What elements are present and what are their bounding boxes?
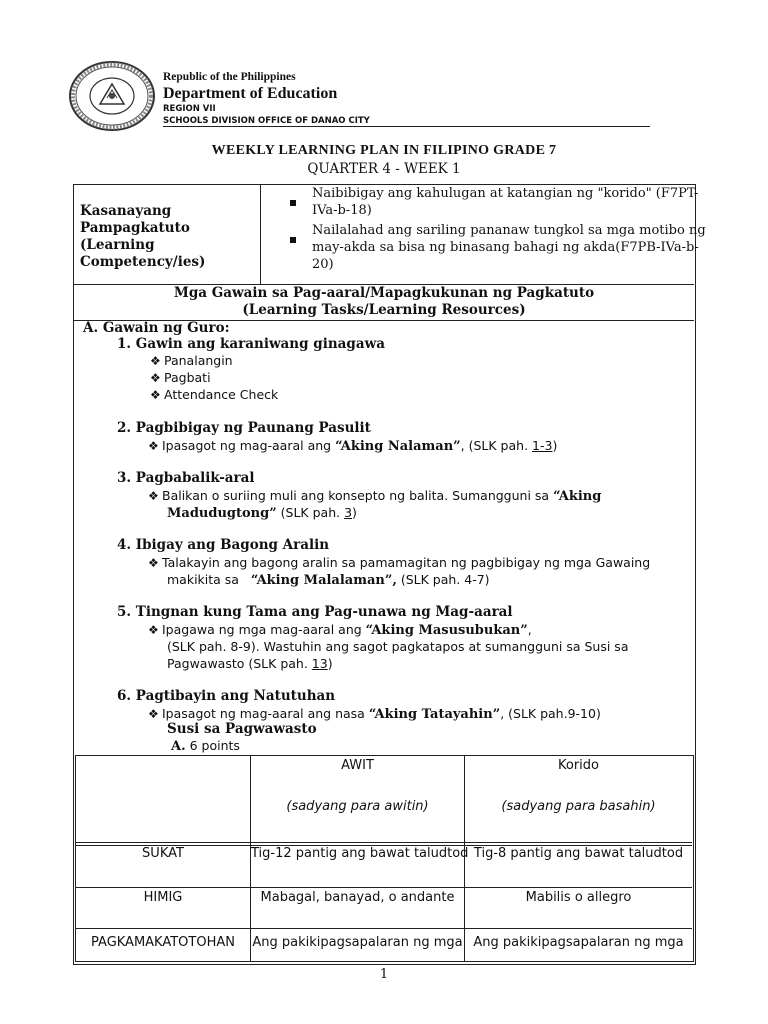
table-header-awit-sub: (sadyang para awitin)	[286, 799, 429, 814]
table-cell: Ang pakikipagsapalaran ng mga	[252, 935, 463, 950]
diamond-bullet-icon: ❖	[148, 707, 159, 721]
section-title: Mga Gawain sa Pag-aaral/Mapagkukunan ng Pagkatuto (Learning Tasks/Learning Resources)	[173, 285, 595, 318]
answer-key-part-a: A. 6 points	[171, 738, 240, 754]
step-1-title: 1. Gawin ang karaniwang ginagawa	[117, 336, 385, 352]
diamond-bullet-icon: ❖	[148, 623, 159, 637]
step-3-title: 3. Pagbabalik-aral	[117, 470, 255, 486]
competency-divider	[260, 185, 261, 284]
competency-item: Nailalahad ang sariling pananaw tungkol sa mga motibo ng may-akda sa bisa ng binasang bahagi ng akda(F7PB-IVa-b- 20)	[312, 223, 706, 272]
table-header-korido-sub: (sadyang para basahin)	[501, 799, 656, 814]
step-5-title: 5. Tingnan kung Tama ang Pag-unawa ng Mag-aaral	[117, 604, 513, 620]
table-cell: Tig-12 pantig ang bawat taludtod	[251, 846, 469, 861]
bullet-icon	[290, 228, 296, 247]
diamond-bullet-icon: ❖	[148, 439, 159, 453]
deped-seal-logo	[67, 60, 157, 132]
table-row-divider	[76, 928, 692, 929]
bullet-icon	[290, 191, 296, 210]
step-6-instruction: ❖ Ipasagot ng mag-aaral ang nasa “Aking Tatayahin”, (SLK pah.9-10)	[148, 706, 601, 722]
diamond-bullet-icon: ❖	[150, 388, 161, 402]
table-cell: Tig-8 pantig ang bawat taludtod	[473, 846, 684, 861]
step-3-instruction-cont: Madudugtong” (SLK pah. 3)	[167, 505, 357, 521]
step-4-title: 4. Ibigay ang Bagong Aralin	[117, 537, 330, 553]
table-header-awit: AWIT	[341, 758, 374, 773]
table-cell: Ang pakikipagsapalaran ng mga	[473, 935, 684, 950]
table-row-divider	[76, 842, 692, 843]
table-row-divider	[76, 887, 692, 888]
competency-label: Kasanayang Pampagkatuto (Learning Competency/ies)	[80, 203, 206, 270]
header-divider	[163, 126, 650, 127]
answer-key-heading: Susi sa Pagwawasto	[167, 721, 317, 737]
step-5-instruction-cont: Pagwawasto (SLK pah. 13)	[167, 656, 333, 671]
step-6-title: 6. Pagtibayin ang Natutuhan	[117, 688, 336, 704]
document-subtitle: QUARTER 4 - WEEK 1	[307, 161, 461, 177]
diamond-bullet-icon: ❖	[148, 556, 159, 570]
document-title: WEEKLY LEARNING PLAN IN FILIPINO GRADE 7	[211, 143, 557, 158]
step-3-instruction: ❖ Balikan o suriing muli ang konsepto ng balita. Sumangguni sa “Aking	[148, 488, 602, 504]
diamond-bullet-icon: ❖	[148, 489, 159, 503]
region-text: REGION VII	[163, 104, 216, 114]
step-2-title: 2. Pagbibigay ng Paunang Pasulit	[117, 420, 371, 436]
page-number: 1	[379, 967, 389, 982]
list-item: ❖ Attendance Check	[150, 387, 279, 402]
table-row-label: PAGKAMAKATOTOHAN	[91, 935, 235, 950]
table-row-label: SUKAT	[142, 846, 184, 861]
list-item: ❖ Pagbati	[150, 370, 211, 385]
list-item: ❖ Panalangin	[150, 353, 233, 368]
step-5-instruction-cont: (SLK pah. 8-9). Wastuhin ang sagot pagkatapos at sumangguni sa Susi sa	[167, 639, 629, 654]
step-2-instruction: ❖ Ipasagot ng mag-aaral ang “Aking Nalaman”, (SLK pah. 1-3)	[148, 438, 558, 454]
table-cell: Mabagal, banayad, o andante	[260, 890, 455, 905]
table-row-label: HIMIG	[143, 890, 183, 905]
division-text: SCHOOLS DIVISION OFFICE OF DANAO CITY	[163, 116, 370, 126]
step-4-instruction: ❖ Talakayin ang bagong aralin sa pamamagitan ng pagbibigay ng mga Gawaing	[148, 555, 651, 570]
diamond-bullet-icon: ❖	[150, 354, 161, 368]
table-cell: Mabilis o allegro	[525, 890, 632, 905]
republic-text: Republic of the Philippines	[163, 71, 296, 83]
step-5-instruction: ❖ Ipagawa ng mga mag-aaral ang “Aking Masusubukan”,	[148, 622, 532, 638]
department-name: Department of Education	[163, 85, 338, 102]
table-header-korido: Korido	[558, 758, 599, 773]
part-a-heading: A. Gawain ng Guro:	[83, 320, 230, 336]
step-4-instruction-cont: makikita sa “Aking Malalaman”, (SLK pah. 4-7)	[167, 572, 490, 588]
competency-item: Naibibigay ang kahulugan at katangian ng "korido" (F7PT- IVa-b-18)	[312, 186, 699, 218]
diamond-bullet-icon: ❖	[150, 371, 161, 385]
